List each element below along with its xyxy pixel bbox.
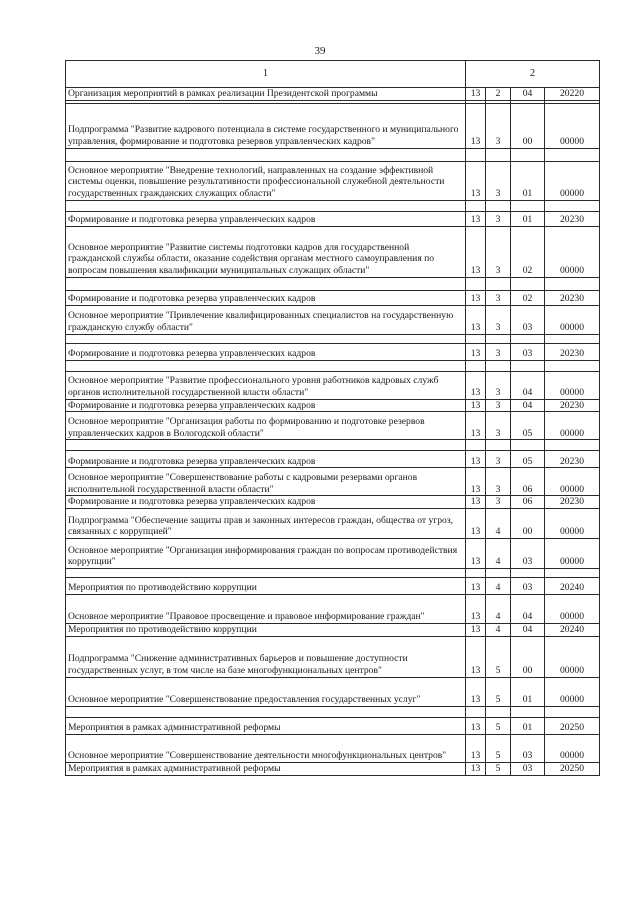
spacer-cell	[66, 148, 466, 161]
table-row	[66, 211, 600, 226]
row-name: Основное мероприятие "Внедрение технологий, направленных на создание эффективной системы оценки, повышение результативности профессиональной служебной деятельности государственных гражданских служащих области"	[66, 161, 466, 200]
row-section: 13	[466, 161, 486, 200]
spacer-cell	[486, 277, 511, 290]
row-subprogram: 3	[486, 496, 511, 509]
row-name: Организация мероприятий в рамках реализации Президентской программы	[66, 88, 466, 101]
row-activity: 04	[511, 595, 545, 624]
spacer-cell	[486, 440, 511, 451]
row-subprogram: 3	[486, 211, 511, 226]
spacer-cell	[486, 360, 511, 371]
spacer-cell	[545, 360, 600, 371]
row-name: Основное мероприятие "Совершенствование работы с кадровыми резервами органов исполнительной государственной власти области"	[66, 468, 466, 496]
row-subprogram: 3	[486, 290, 511, 305]
row-section: 13	[466, 595, 486, 624]
row-activity: 03	[511, 343, 545, 360]
row-code: 00000	[545, 226, 600, 277]
row-activity: 04	[511, 88, 545, 101]
row-name: Формирование и подготовка резерва управленческих кадров	[66, 290, 466, 305]
row-subprogram: 4	[486, 539, 511, 569]
row-subprogram: 4	[486, 624, 511, 637]
row-section: 13	[466, 717, 486, 734]
spacer-cell	[545, 440, 600, 451]
row-section: 13	[466, 762, 486, 775]
spacer-cell	[486, 200, 511, 211]
row-activity: 00	[511, 509, 545, 539]
row-section: 13	[466, 305, 486, 334]
spacer-cell	[545, 200, 600, 211]
row-code: 20220	[545, 88, 600, 101]
row-code: 20230	[545, 451, 600, 468]
row-subprogram: 5	[486, 636, 511, 677]
row-subprogram: 3	[486, 371, 511, 399]
row-subprogram: 5	[486, 762, 511, 775]
row-code: 20230	[545, 290, 600, 305]
row-code: 20230	[545, 343, 600, 360]
row-section: 13	[466, 371, 486, 399]
table-row	[66, 343, 600, 360]
row-subprogram: 3	[486, 305, 511, 334]
row-name: Основное мероприятие "Развитие системы подготовки кадров для государственной гражданской службы области, оказание содействия органам местного самоуправления по вопросам повышения квалификации муниципальных служащих области"	[66, 226, 466, 277]
row-name: Формирование и подготовка резерва управленческих кадров	[66, 399, 466, 412]
table-row	[66, 305, 600, 334]
spacer-cell	[466, 360, 486, 371]
row-activity: 06	[511, 468, 545, 496]
row-spacer	[66, 334, 600, 343]
table-row	[66, 103, 600, 148]
row-code: 00000	[545, 468, 600, 496]
row-activity: 05	[511, 451, 545, 468]
row-name: Основное мероприятие "Организация информирования граждан по вопросам противодействия коррупции"	[66, 539, 466, 569]
row-name: Подпрограмма "Снижение административных барьеров и повышение доступности государственных услуг, в том числе на базе многофункциональных центров"	[66, 636, 466, 677]
spacer-cell	[466, 200, 486, 211]
spacer-cell	[511, 440, 545, 451]
row-section: 13	[466, 88, 486, 101]
spacer-cell	[466, 706, 486, 717]
table-row	[66, 88, 600, 101]
row-name: Основное мероприятие "Совершенствование предоставления государственных услуг"	[66, 677, 466, 706]
row-name: Основное мероприятие "Совершенствование деятельности многофункциональных центров"	[66, 734, 466, 762]
spacer-cell	[486, 706, 511, 717]
header-col-2: 2	[466, 61, 600, 88]
row-name: Основное мероприятие "Развитие профессионального уровня работников кадровых служб органов исполнительной государственной власти области"	[66, 371, 466, 399]
row-activity: 03	[511, 578, 545, 595]
row-subprogram: 3	[486, 226, 511, 277]
table-row	[66, 468, 600, 496]
row-code: 20230	[545, 399, 600, 412]
spacer-cell	[511, 277, 545, 290]
row-section: 13	[466, 677, 486, 706]
row-code: 00000	[545, 677, 600, 706]
row-subprogram: 4	[486, 509, 511, 539]
spacer-cell	[545, 334, 600, 343]
spacer-cell	[511, 569, 545, 578]
table-row	[66, 226, 600, 277]
row-section: 13	[466, 578, 486, 595]
spacer-cell	[486, 148, 511, 161]
row-code: 20250	[545, 717, 600, 734]
row-spacer	[66, 277, 600, 290]
row-code: 00000	[545, 734, 600, 762]
table-row	[66, 161, 600, 200]
spacer-cell	[511, 706, 545, 717]
row-activity: 06	[511, 496, 545, 509]
spacer-cell	[511, 200, 545, 211]
row-name: Основное мероприятие "Привлечение квалифицированных специалистов на государственную гражданскую службу области"	[66, 305, 466, 334]
row-activity: 03	[511, 539, 545, 569]
row-name: Мероприятия по противодействию коррупции	[66, 624, 466, 637]
row-name: Формирование и подготовка резерва управленческих кадров	[66, 343, 466, 360]
row-code: 20230	[545, 211, 600, 226]
row-code: 20240	[545, 624, 600, 637]
row-activity: 01	[511, 161, 545, 200]
table-row	[66, 412, 600, 440]
spacer-cell	[66, 360, 466, 371]
table-row	[66, 717, 600, 734]
table-row	[66, 451, 600, 468]
row-name: Подпрограмма "Развитие кадрового потенциала в системе государственного и муниципального управления, формирование и подготовка резервов управленческих кадров"	[66, 103, 466, 148]
row-section: 13	[466, 343, 486, 360]
row-activity: 03	[511, 734, 545, 762]
row-name: Подпрограмма "Обеспечение защиты прав и законных интересов граждан, общества от угроз, связанных с коррупцией"	[66, 509, 466, 539]
row-code: 00000	[545, 539, 600, 569]
header-col-1: 1	[66, 61, 466, 88]
spacer-cell	[466, 569, 486, 578]
row-activity: 03	[511, 762, 545, 775]
row-activity: 01	[511, 717, 545, 734]
row-spacer	[66, 200, 600, 211]
row-subprogram: 3	[486, 412, 511, 440]
row-subprogram: 3	[486, 468, 511, 496]
spacer-cell	[545, 148, 600, 161]
row-name: Основное мероприятие "Правовое просвещение и правовое информирование граждан"	[66, 595, 466, 624]
row-code: 20250	[545, 762, 600, 775]
page-number: 39	[314, 45, 326, 57]
row-section: 13	[466, 734, 486, 762]
table-header-row	[66, 61, 600, 88]
table-row	[66, 677, 600, 706]
row-subprogram: 3	[486, 161, 511, 200]
table-row	[66, 539, 600, 569]
spacer-cell	[545, 569, 600, 578]
row-subprogram: 3	[486, 399, 511, 412]
row-activity: 04	[511, 624, 545, 637]
row-subprogram: 4	[486, 578, 511, 595]
row-code: 00000	[545, 305, 600, 334]
row-spacer	[66, 148, 600, 161]
row-code: 00000	[545, 636, 600, 677]
row-subprogram: 5	[486, 717, 511, 734]
row-code: 00000	[545, 595, 600, 624]
row-code: 00000	[545, 412, 600, 440]
table-row	[66, 762, 600, 775]
spacer-cell	[66, 706, 466, 717]
row-section: 13	[466, 539, 486, 569]
spacer-cell	[511, 334, 545, 343]
budget-table	[65, 60, 600, 776]
row-section: 13	[466, 211, 486, 226]
row-activity: 05	[511, 412, 545, 440]
row-section: 13	[466, 399, 486, 412]
row-spacer	[66, 360, 600, 371]
row-code: 00000	[545, 103, 600, 148]
spacer-cell	[466, 277, 486, 290]
row-name: Мероприятия в рамках административной реформы	[66, 762, 466, 775]
spacer-cell	[545, 277, 600, 290]
row-section: 13	[466, 226, 486, 277]
row-code: 00000	[545, 371, 600, 399]
table-row	[66, 578, 600, 595]
row-spacer	[66, 569, 600, 578]
row-name: Формирование и подготовка резерва управленческих кадров	[66, 496, 466, 509]
row-activity: 01	[511, 211, 545, 226]
spacer-cell	[66, 200, 466, 211]
spacer-cell	[66, 569, 466, 578]
row-section: 13	[466, 636, 486, 677]
row-spacer	[66, 440, 600, 451]
row-activity: 03	[511, 305, 545, 334]
row-section: 13	[466, 103, 486, 148]
row-code: 00000	[545, 509, 600, 539]
row-section: 13	[466, 509, 486, 539]
table-row	[66, 734, 600, 762]
row-code: 20230	[545, 496, 600, 509]
row-activity: 02	[511, 290, 545, 305]
spacer-cell	[486, 569, 511, 578]
table-row	[66, 624, 600, 637]
row-section: 13	[466, 624, 486, 637]
row-activity: 00	[511, 636, 545, 677]
row-activity: 00	[511, 103, 545, 148]
spacer-cell	[466, 148, 486, 161]
spacer-cell	[66, 440, 466, 451]
row-name: Мероприятия по противодействию коррупции	[66, 578, 466, 595]
row-name: Основное мероприятие "Организация работы по формированию и подготовке резервов управленческих кадров в Вологодской области"	[66, 412, 466, 440]
row-activity: 01	[511, 677, 545, 706]
spacer-cell	[511, 360, 545, 371]
spacer-cell	[466, 334, 486, 343]
row-section: 13	[466, 496, 486, 509]
spacer-cell	[511, 148, 545, 161]
spacer-cell	[66, 277, 466, 290]
row-code: 20240	[545, 578, 600, 595]
table-row	[66, 290, 600, 305]
table-row	[66, 509, 600, 539]
row-name: Формирование и подготовка резерва управленческих кадров	[66, 451, 466, 468]
row-name: Мероприятия в рамках административной реформы	[66, 717, 466, 734]
row-subprogram: 5	[486, 734, 511, 762]
row-subprogram: 2	[486, 88, 511, 101]
row-section: 13	[466, 451, 486, 468]
row-subprogram: 3	[486, 451, 511, 468]
row-code: 00000	[545, 161, 600, 200]
row-subprogram: 3	[486, 343, 511, 360]
row-subprogram: 4	[486, 595, 511, 624]
row-subprogram: 5	[486, 677, 511, 706]
row-section: 13	[466, 468, 486, 496]
table-row	[66, 595, 600, 624]
row-activity: 02	[511, 226, 545, 277]
row-subprogram: 3	[486, 103, 511, 148]
row-spacer	[66, 706, 600, 717]
table-row	[66, 636, 600, 677]
row-activity: 04	[511, 371, 545, 399]
spacer-cell	[486, 334, 511, 343]
spacer-cell	[545, 706, 600, 717]
table-row	[66, 496, 600, 509]
table-row	[66, 399, 600, 412]
spacer-cell	[466, 440, 486, 451]
row-section: 13	[466, 290, 486, 305]
row-activity: 04	[511, 399, 545, 412]
table-row	[66, 371, 600, 399]
row-name: Формирование и подготовка резерва управленческих кадров	[66, 211, 466, 226]
spacer-cell	[66, 334, 466, 343]
row-section: 13	[466, 412, 486, 440]
